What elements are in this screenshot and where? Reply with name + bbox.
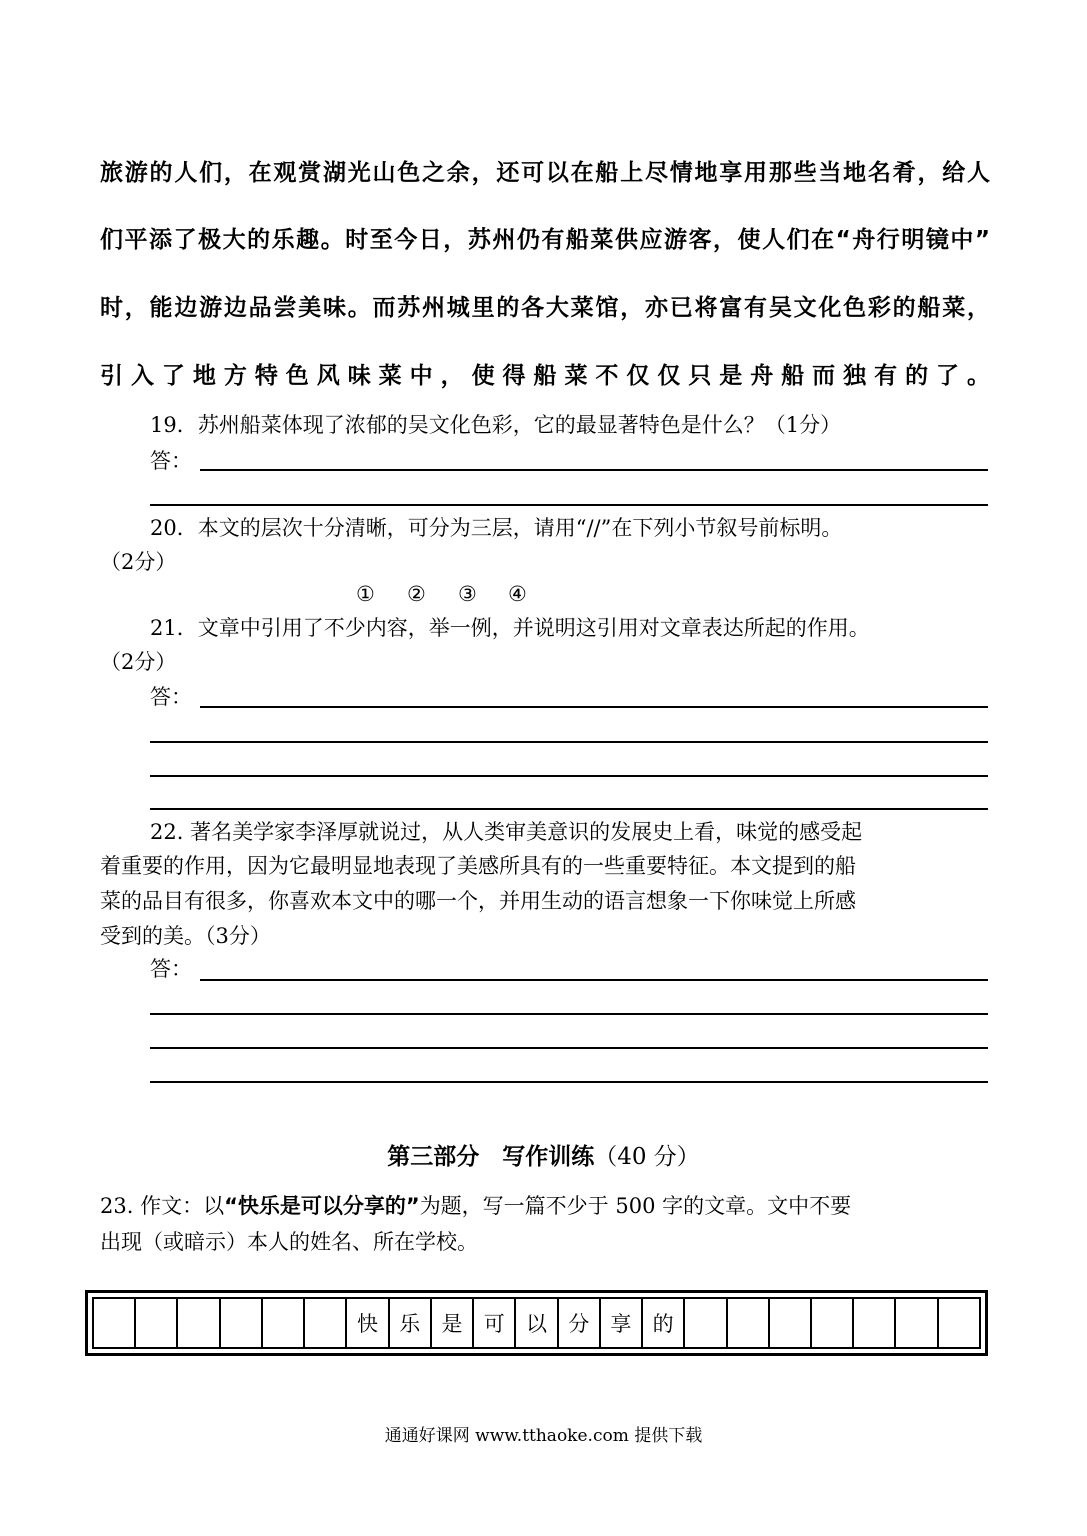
grid-cell[interactable] xyxy=(896,1299,938,1347)
grid-cell[interactable]: 乐 xyxy=(390,1299,432,1347)
section-marker: ③ xyxy=(458,582,477,606)
answer-line[interactable] xyxy=(150,1047,988,1049)
grid-cell[interactable] xyxy=(728,1299,770,1347)
grid-cell[interactable]: 是 xyxy=(432,1299,474,1347)
answer-line[interactable] xyxy=(200,979,988,981)
answer-line[interactable] xyxy=(150,1013,988,1015)
passage-line: 时，能边游边品尝美味。而苏州城里的各大菜馆，亦已将富有吴文化色彩的船菜， xyxy=(100,295,990,321)
section-title-main: 第三部分 写作训练 xyxy=(387,1144,595,1170)
question-23-prefix: 23. 作文：以 xyxy=(100,1194,225,1218)
grid-cell[interactable] xyxy=(770,1299,812,1347)
answer-label: 答： xyxy=(150,957,192,981)
grid-cell[interactable] xyxy=(854,1299,896,1347)
question-22-line: 22. 著名美学家李泽厚就说过，从人类审美意识的发展史上看，味觉的感受起 xyxy=(150,820,863,844)
footer-source: 通通好课网 www.tthaoke.com 提供下载 xyxy=(384,1426,703,1446)
passage-line: 旅游的人们，在观赏湖光山色之余，还可以在船上尽情地享用那些当地名肴，给人 xyxy=(100,160,990,186)
grid-cell[interactable]: 享 xyxy=(601,1299,643,1347)
question-19: 19．苏州船菜体现了浓郁的吴文化色彩，它的最显著特色是什么？（1分） xyxy=(150,413,842,437)
section-title xyxy=(0,1142,1087,1172)
question-22-line: 菜的品目有很多，你喜欢本文中的哪一个，并用生动的语言想象一下你味觉上所感 xyxy=(100,889,856,913)
grid-cell[interactable] xyxy=(221,1299,263,1347)
grid-cell[interactable]: 分 xyxy=(559,1299,601,1347)
question-23-suffix: 为题，写一篇不少于 500 字的文章。文中不要 xyxy=(419,1194,852,1218)
answer-line[interactable] xyxy=(200,469,988,471)
section-title-score: （40 分） xyxy=(594,1144,700,1170)
grid-cell[interactable] xyxy=(939,1299,979,1347)
section-marker: ④ xyxy=(508,582,527,606)
grid-cell[interactable]: 快 xyxy=(347,1299,389,1347)
section-marker: ② xyxy=(407,582,426,606)
answer-line[interactable] xyxy=(150,504,988,506)
question-21: 21．文章中引用了不少内容，举一例，并说明这引用对文章表达所起的作用。 xyxy=(150,616,870,640)
answer-label: 答： xyxy=(150,685,192,709)
answer-line[interactable] xyxy=(200,706,988,708)
grid-cell[interactable] xyxy=(178,1299,220,1347)
grid-cell[interactable] xyxy=(685,1299,727,1347)
grid-cell[interactable] xyxy=(263,1299,305,1347)
question-20-score: （2分） xyxy=(100,550,177,574)
question-23-line: 出现（或暗示）本人的姓名、所在学校。 xyxy=(100,1230,478,1254)
writing-grid-row xyxy=(92,1297,981,1349)
writing-grid xyxy=(85,1290,988,1356)
grid-cell[interactable] xyxy=(136,1299,178,1347)
essay-title: “快乐是可以分享的” xyxy=(224,1194,420,1218)
answer-line[interactable] xyxy=(150,741,988,743)
question-22-line: 着重要的作用，因为它最明显地表现了美感所具有的一些重要特征。本文提到的船 xyxy=(100,854,856,878)
question-20: 20．本文的层次十分清晰，可分为三层，请用“//”在下列小节叙号前标明。 xyxy=(150,516,843,540)
question-21-score: （2分） xyxy=(100,650,177,674)
grid-cell[interactable] xyxy=(305,1299,347,1347)
grid-cell[interactable]: 可 xyxy=(474,1299,516,1347)
grid-cell[interactable] xyxy=(94,1299,136,1347)
answer-label: 答： xyxy=(150,449,192,473)
passage-line: 们平添了极大的乐趣。时至今日，苏州仍有船菜供应游客，使人们在“舟行明镜中” xyxy=(100,227,990,253)
question-23-line xyxy=(100,1192,851,1220)
answer-line[interactable] xyxy=(150,1081,988,1083)
grid-cell[interactable]: 以 xyxy=(516,1299,558,1347)
answer-line[interactable] xyxy=(150,808,988,810)
grid-cell[interactable]: 的 xyxy=(643,1299,685,1347)
question-22-line: 受到的美。（3分） xyxy=(100,924,271,948)
grid-cell[interactable] xyxy=(812,1299,854,1347)
answer-line[interactable] xyxy=(150,775,988,777)
passage-line: 引入了地方特色风味菜中，使得船菜不仅仅只是舟船而独有的了。 xyxy=(100,363,990,389)
section-marker: ① xyxy=(356,582,375,606)
